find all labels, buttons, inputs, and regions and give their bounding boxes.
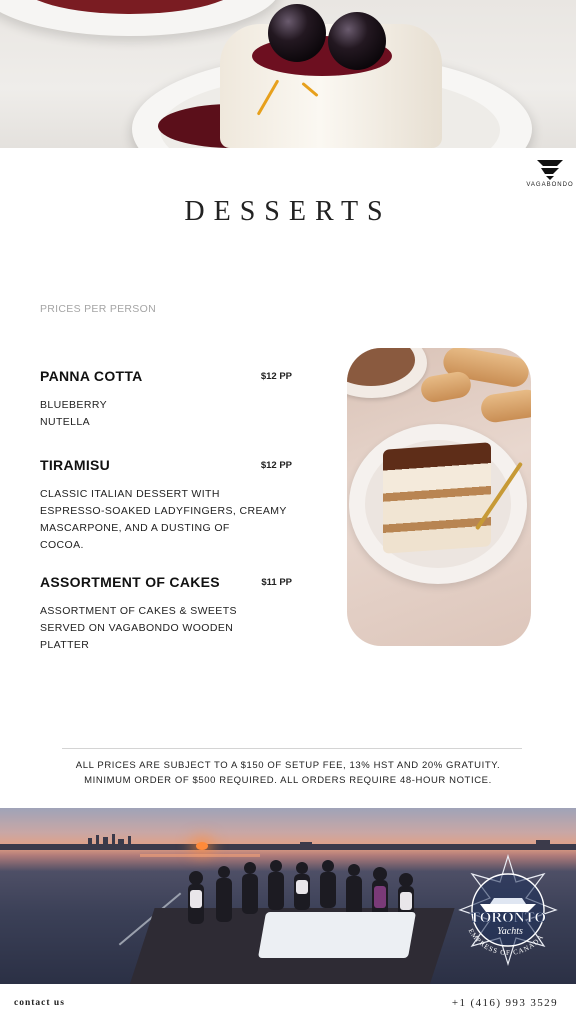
description-line: ESPRESSO-SOAKED LADYFINGERS, CREAMY [40, 505, 287, 517]
contact-us-link[interactable]: contact us [14, 998, 65, 1008]
tiramisu-photo [347, 348, 531, 646]
description-line: CLASSIC ITALIAN DESSERT WITH [40, 488, 220, 500]
ladyfinger [479, 388, 531, 424]
item-price: $12 PP [260, 460, 292, 471]
menu-item-assortment-of-cakes [40, 574, 292, 654]
divider [62, 748, 522, 749]
notice-line: MINIMUM ORDER OF $500 REQUIRED. ALL ORDERS REQUIRE 48-HOUR NOTICE. [84, 775, 492, 786]
prices-note: PRICES PER PERSON [40, 303, 156, 315]
item-price: $12 PP [260, 371, 292, 382]
item-price: $11 PP [261, 577, 292, 588]
badge-title: TORONTO [469, 910, 547, 926]
tiramisu-slice [383, 442, 491, 554]
cherry [328, 12, 386, 70]
badge-subtitle: Yachts [497, 926, 523, 937]
notice-line: ALL PRICES ARE SUBJECT TO A $150 OF SETUP FEE, 13% HST AND 20% GRATUITY. [75, 760, 501, 771]
description-line: COCOA. [40, 539, 84, 551]
description-line: SERVED ON VAGABONDO WOODEN [40, 622, 234, 634]
ladyfinger [419, 370, 473, 404]
logo-text: VAGABONDO [526, 182, 574, 188]
vagabondo-logo[interactable] [524, 158, 576, 188]
city-skyline [0, 834, 576, 850]
item-description [40, 603, 292, 654]
toronto-yachts-badge [456, 854, 560, 970]
item-name: TIRAMISU [40, 457, 111, 473]
deck-cushion [258, 912, 416, 958]
description-line: BLUEBERRY [40, 399, 108, 411]
sunset-sun [196, 842, 208, 850]
item-description [40, 486, 292, 554]
menu-item-tiramisu [40, 457, 292, 554]
panna-cotta-photo [0, 0, 576, 148]
description-line: NUTELLA [40, 416, 91, 428]
item-name: PANNA COTTA [40, 368, 143, 384]
phone-number[interactable]: +1 (416) 993 3529 [451, 997, 558, 1009]
item-description [40, 397, 292, 431]
description-line: ASSORTMENT OF CAKES & SWEETS [40, 605, 237, 617]
cherry [268, 4, 326, 62]
pricing-notice [0, 758, 576, 788]
page-title: DESSERTS [184, 196, 392, 227]
vagabondo-logo-icon [535, 158, 565, 180]
menu-item-panna-cotta [40, 368, 292, 431]
badge-ring-text-path: EMPRESS OF CANADA [466, 927, 546, 957]
item-name: ASSORTMENT OF CAKES [40, 574, 220, 590]
description-line: MASCARPONE, AND A DUSTING OF [40, 522, 230, 534]
description-line: PLATTER [40, 639, 90, 651]
